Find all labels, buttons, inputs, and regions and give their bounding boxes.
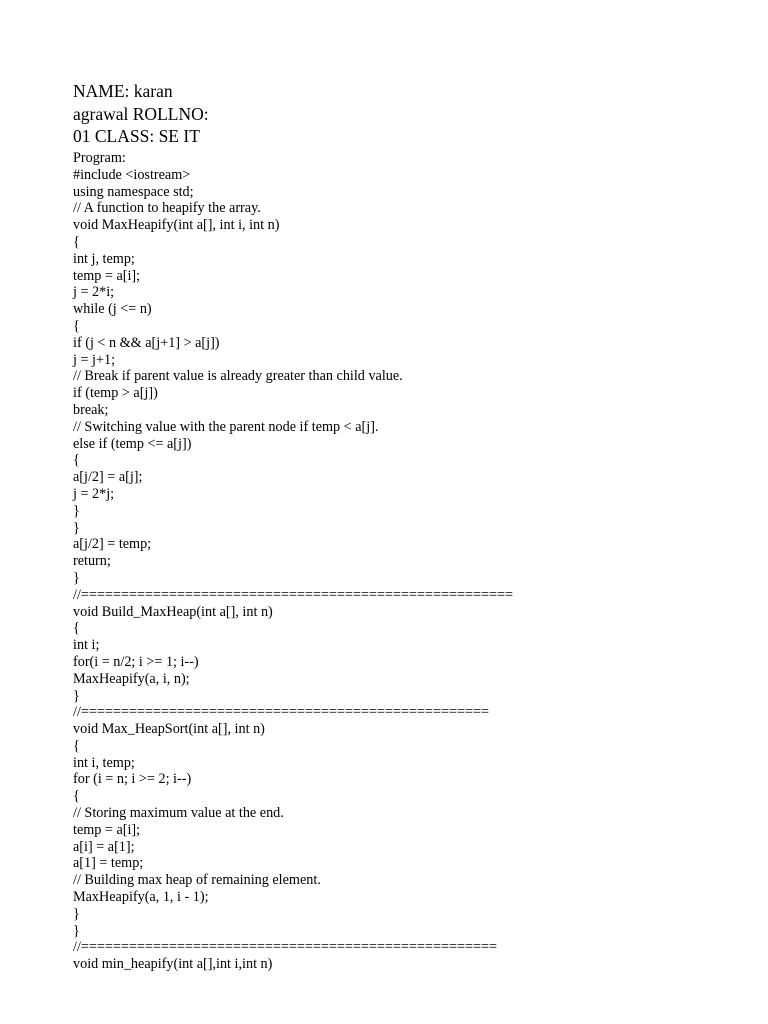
code-line: temp = a[i]; [73,267,141,284]
code-line: int j, temp; [73,250,135,267]
code-line: using namespace std; [73,183,194,200]
code-line: if (temp > a[j]) [73,385,158,402]
student-info-header [73,80,373,148]
code-line: for (i = n; i >= 2; i--) [73,771,192,788]
code-line: { [73,737,80,754]
code-line: temp = a[i]; [73,821,141,838]
code-line: j = 2*j; [73,485,115,502]
code-line: void Max_HeapSort(int a[], int n) [73,721,265,738]
header-line-class: 01 CLASS: SE IT [73,126,200,146]
code-line: Program: [73,150,126,166]
code-line: //=================================================== [73,704,489,721]
code-line: void MaxHeapify(int a[], int i, int n) [73,217,280,234]
code-line: #include <iostream> [73,166,191,183]
code-line: a[1] = temp; [73,855,144,872]
code-line: // Switching value with the parent node if temp < a[j]. [73,418,379,435]
code-line: } [73,687,80,704]
code-line: //==================================================== [73,939,497,956]
code-line: break; [73,401,109,418]
code-line: MaxHeapify(a, 1, i - 1); [73,889,209,906]
code-line: } [73,905,80,922]
header-line-name: NAME: karan [73,81,173,101]
code-line: { [73,452,80,469]
code-line: if (j < n && a[j+1] > a[j]) [73,334,220,351]
code-line: else if (temp <= a[j]) [73,435,192,452]
code-line: return; [73,553,111,570]
program-code-block [73,150,713,973]
code-line: // A function to heapify the array. [73,200,261,217]
code-line: for(i = n/2; i >= 1; i--) [73,653,199,670]
code-line: { [73,620,80,637]
header-line-rollno: agrawal ROLLNO: [73,103,209,124]
code-line: // Storing maximum value at the end. [73,805,284,822]
code-line: MaxHeapify(a, i, n); [73,670,190,687]
code-line: } [73,922,80,939]
code-line: //====================================================== [73,586,513,603]
code-line: } [73,519,80,536]
code-line: j = j+1; [73,351,116,368]
code-line: { [73,233,80,250]
code-line: void min_heapify(int a[],int i,int n) [73,956,273,973]
code-line: while (j <= n) [73,301,152,318]
code-line: { [73,788,80,805]
code-line: { [73,317,80,334]
code-line: j = 2*i; [73,284,115,301]
code-line: a[i] = a[1]; [73,838,135,855]
code-line: void Build_MaxHeap(int a[], int n) [73,603,273,620]
code-line: a[j/2] = a[j]; [73,469,143,486]
code-line: } [73,502,80,519]
code-line: int i, temp; [73,754,135,771]
code-line: a[j/2] = temp; [73,536,152,553]
code-line: } [73,569,80,586]
code-line: // Building max heap of remaining element. [73,872,321,889]
code-line: int i; [73,637,100,654]
code-line: // Break if parent value is already greater than child value. [73,368,403,385]
